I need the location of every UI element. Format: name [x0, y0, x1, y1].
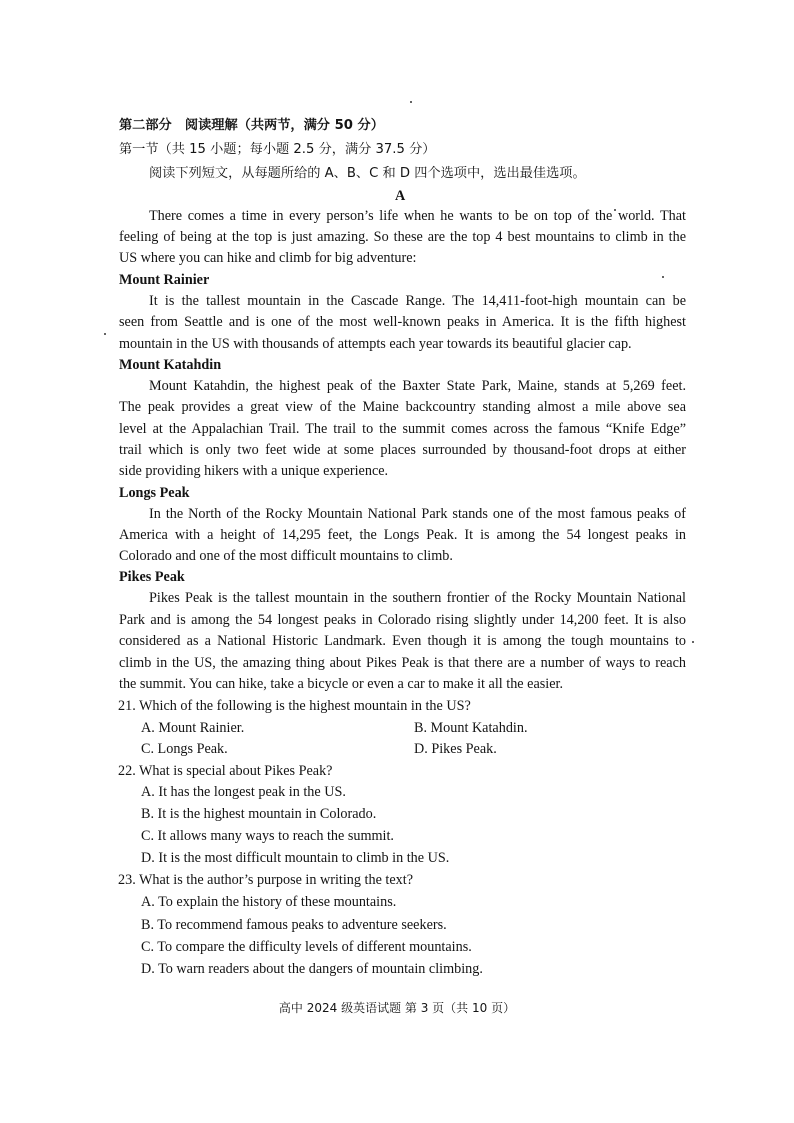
passage-letter: A: [395, 188, 406, 204]
passage-text-line: Park and is among the 54 longest peaks in Colorado rising slightly under 14,200 feet. It is also: [119, 612, 686, 628]
passage-text-line: level at the Appalachian Trail. The trail to the summit comes across the famous “Knife Edge”: [119, 421, 686, 437]
passage-text-line: It is the tallest mountain in the Cascade Range. The 14,411-foot-high mountain can be: [149, 293, 686, 309]
section-title: 第一节（共 15 小题；每小题 2.5 分，满分 37.5 分）: [119, 142, 436, 157]
answer-option: A. It has the longest peak in the US.: [141, 784, 346, 800]
answer-option: C. To compare the difficulty levels of different mountains.: [141, 939, 472, 955]
passage-text-line: side providing hikers with a unique experience.: [119, 463, 389, 479]
section-heading: Mount Katahdin: [119, 357, 222, 373]
passage-text-line: There comes a time in every person’s life when he wants to be on top of the world. That: [149, 208, 686, 224]
answer-option: C. Longs Peak.: [141, 741, 228, 757]
answer-option: B. To recommend famous peaks to adventure seekers.: [141, 917, 447, 933]
question-stem: 22. What is special about Pikes Peak?: [118, 763, 333, 779]
scan-speck: [410, 101, 412, 103]
passage-text-line: considered as a National Historic Landmark. Even though it is among the tough mountains to: [119, 633, 686, 649]
section-heading: Mount Rainier: [119, 272, 210, 288]
answer-option: D. Pikes Peak.: [414, 741, 497, 757]
passage-text-line: trail which is only two feet wide at some places surrounded by thousand-foot drops at either: [119, 442, 686, 458]
passage-text-line: Mount Katahdin, the highest peak of the Baxter State Park, Maine, stands at 5,269 feet.: [149, 378, 686, 394]
passage-text-line: US where you can hike and climb for big adventure:: [119, 250, 417, 266]
passage-text-line: Colorado and one of the most difficult mountains to climb.: [119, 548, 453, 564]
part-title: 第二部分 阅读理解（共两节，满分 50 分）: [119, 118, 384, 133]
answer-option: D. To warn readers about the dangers of mountain climbing.: [141, 961, 483, 977]
passage-text-line: mountain in the US with thousands of attempts each year towards its beautiful glacier cap.: [119, 336, 632, 352]
answer-option: B. It is the highest mountain in Colorado.: [141, 806, 377, 822]
passage-text-line: The peak provides a great view of the Maine backcountry standing almost a mile above sea: [119, 399, 686, 415]
page-footer: 高中 2024 级英语试题 第 3 页（共 10 页）: [278, 1001, 516, 1015]
passage-text-line: seen from Seattle and is one of the most well-known peaks in America. It is the fifth highest: [119, 314, 686, 330]
passage-text-line: the summit. You can hike, take a bicycle or even a car to make it all the easier.: [119, 676, 563, 692]
instruction: 阅读下列短文，从每题所给的 A、B、C 和 D 四个选项中，选出最佳选项。: [149, 166, 586, 181]
section-heading: Pikes Peak: [119, 569, 185, 585]
scan-speck: [104, 333, 106, 335]
passage-text-line: feeling of being at the top is just amazing. So these are the top 4 best mountains to climb in the: [119, 229, 686, 245]
question-stem: 23. What is the author’s purpose in writing the text?: [118, 872, 413, 888]
passage-text-line: In the North of the Rocky Mountain National Park stands one of the most famous peaks of: [149, 506, 686, 522]
answer-option: C. It allows many ways to reach the summit.: [141, 828, 394, 844]
scan-speck: [692, 641, 694, 643]
passage-text-line: climb in the US, the amazing thing about Pikes Peak is that there are a number of ways to reach: [119, 655, 686, 671]
answer-option: A. Mount Rainier.: [141, 720, 245, 736]
answer-option: B. Mount Katahdin.: [414, 720, 528, 736]
passage-text-line: America with a height of 14,295 feet, the Longs Peak. It is among the 54 longest peaks in: [119, 527, 686, 543]
answer-option: D. It is the most difficult mountain to climb in the US.: [141, 850, 450, 866]
passage-text-line: Pikes Peak is the tallest mountain in the southern frontier of the Rocky Mountain National: [149, 590, 686, 606]
section-heading: Longs Peak: [119, 485, 190, 501]
question-stem: 21. Which of the following is the highest mountain in the US?: [118, 698, 471, 714]
answer-option: A. To explain the history of these mountains.: [141, 894, 397, 910]
scan-speck: [662, 276, 664, 278]
